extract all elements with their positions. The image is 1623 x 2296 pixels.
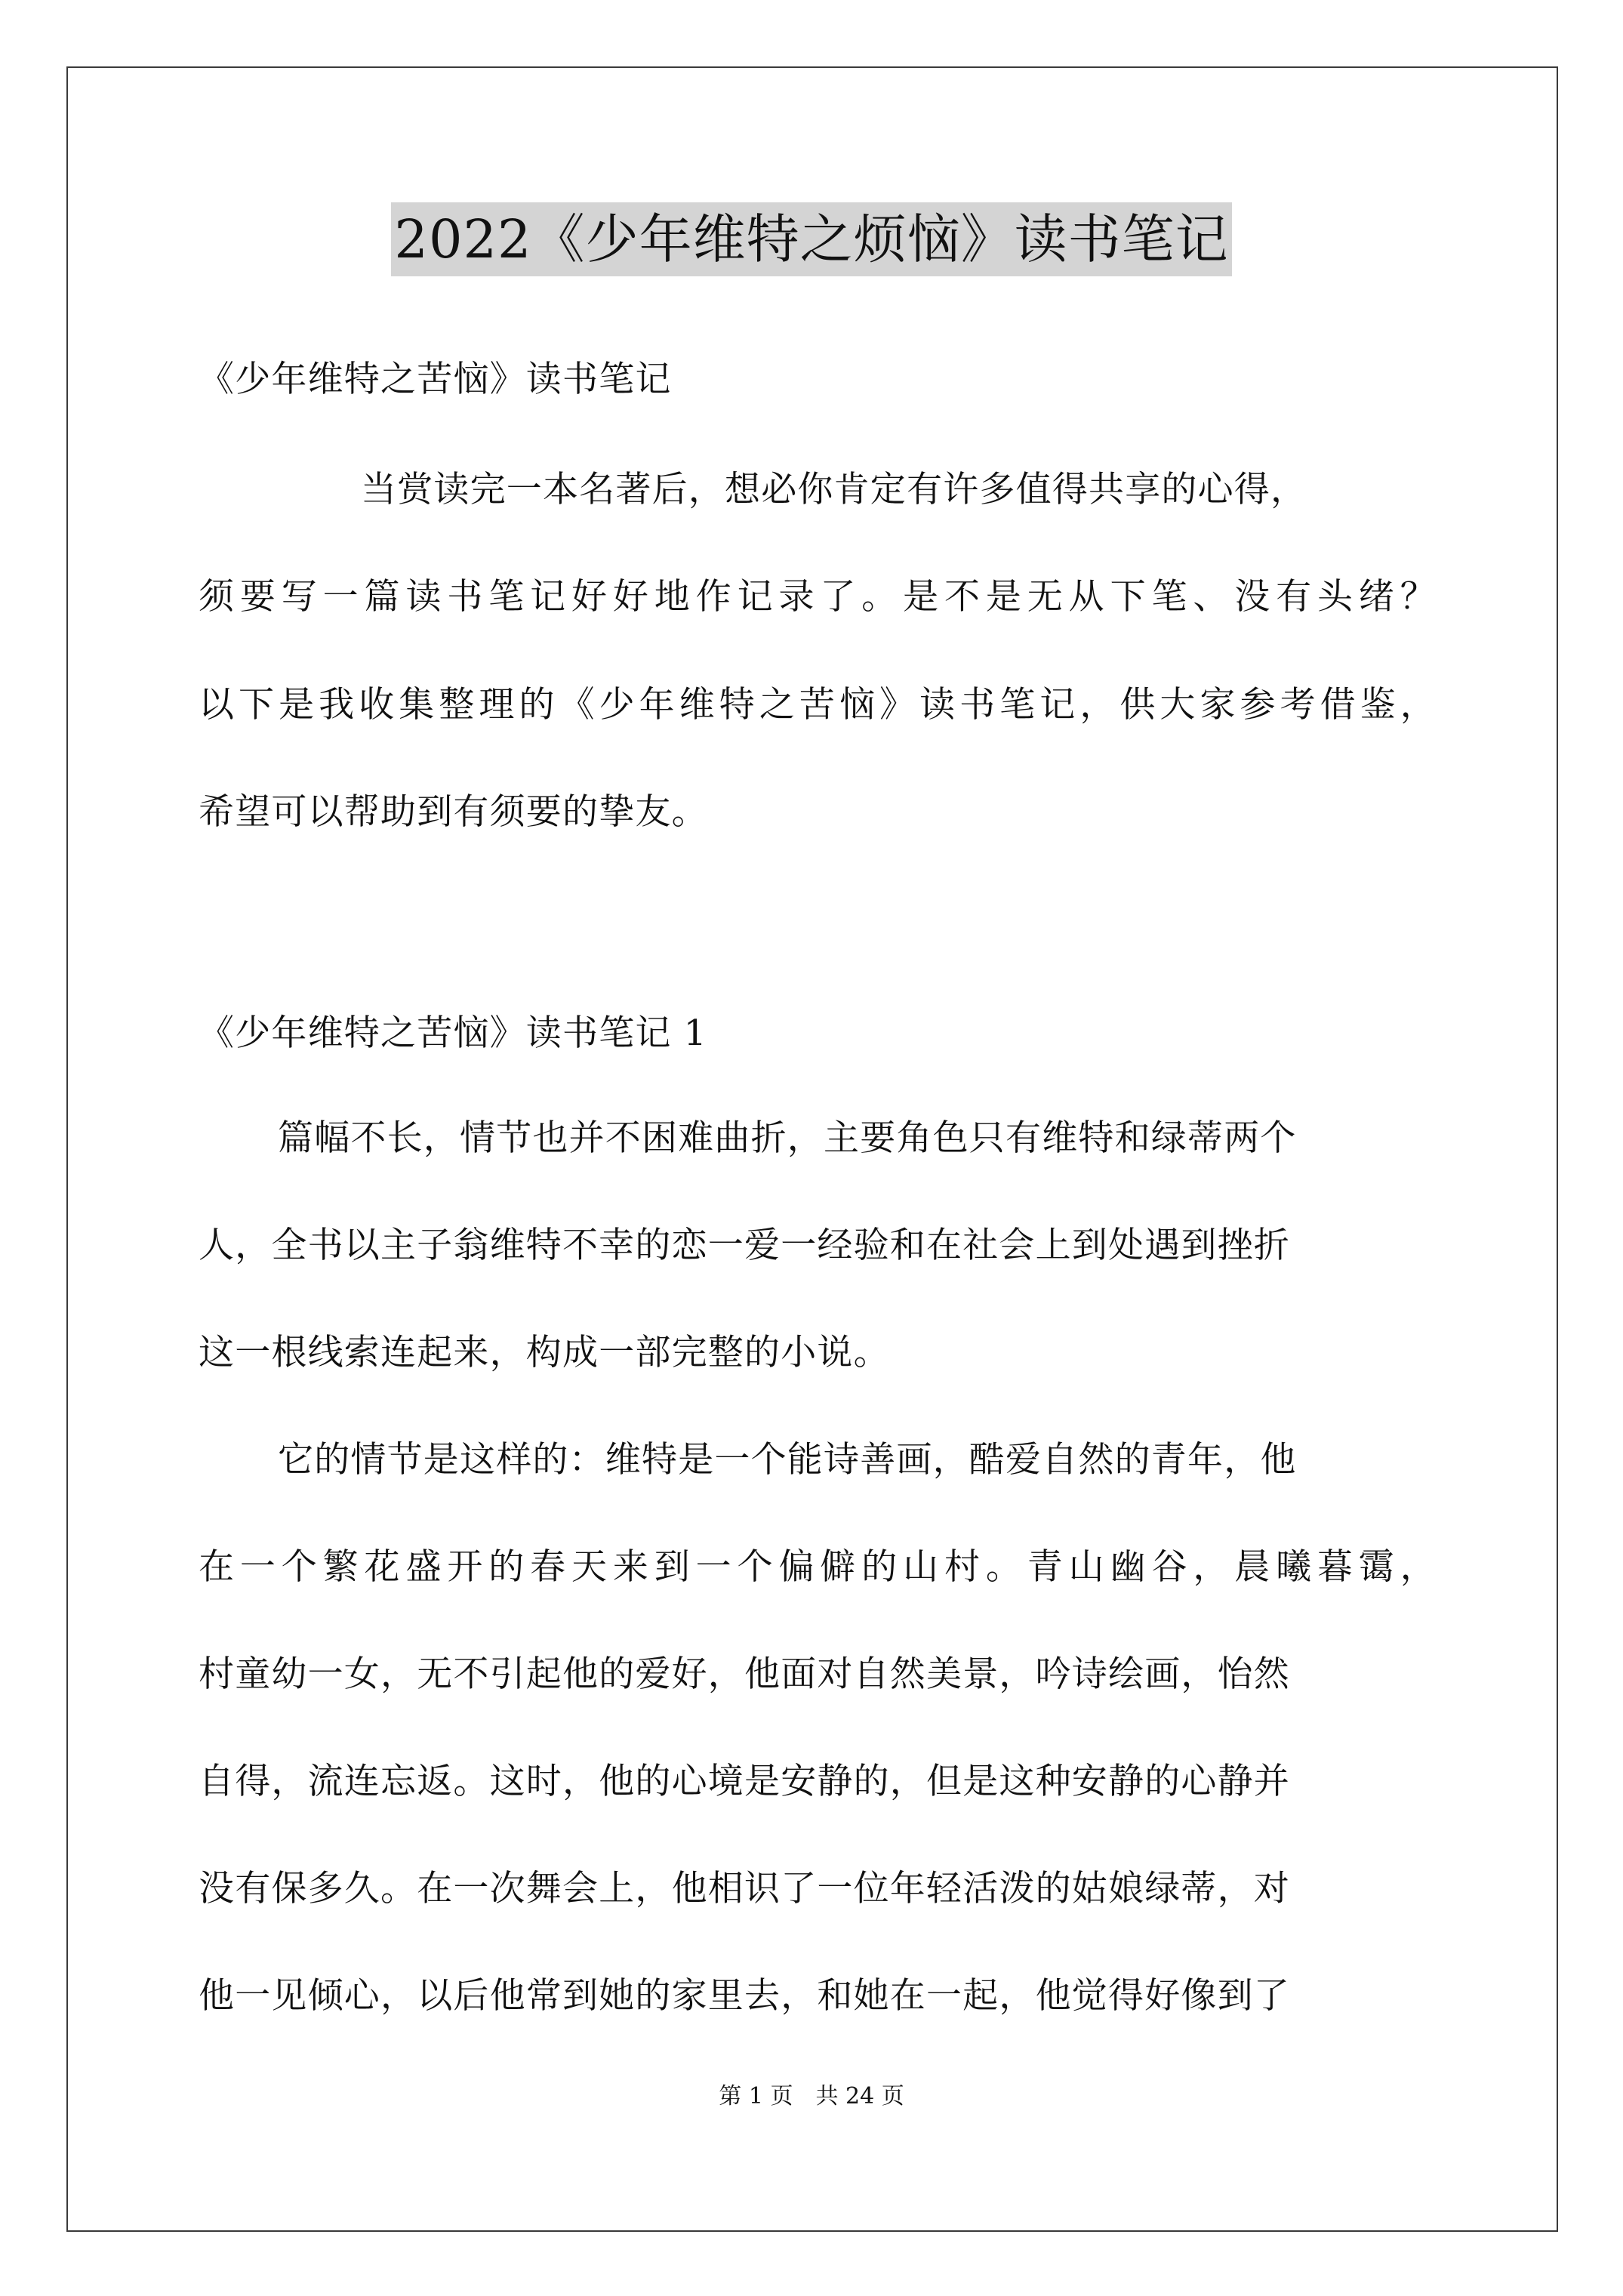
document-title: 2022《少年维特之烦恼》读书笔记 — [391, 202, 1231, 276]
section-heading: 《少年维特之苦恼》读书笔记 1 — [199, 1012, 707, 1054]
paragraph2-line-4: 自得，流连忘返。这时，他的心境是安静的，但是这种安静的心静并 — [199, 1761, 1290, 1802]
paragraph1-line-3: 这一根线索连起来，构成一部完整的小说。 — [199, 1332, 890, 1373]
intro-line-3: 以下是我收集整理的《少年维特之苦恼》读书笔记，供大家参考借鉴， — [199, 684, 1437, 726]
paragraph2-line-5: 没有保多久。在一次舞会上，他相识了一位年轻活泼的姑娘绿蒂，对 — [199, 1868, 1290, 1909]
page-footer: 第 1 页 共 24 页 — [719, 2083, 904, 2110]
intro-line-2: 须要写一篇读书笔记好好地作记录了。是不是无从下笔、没有头绪？ — [199, 576, 1437, 618]
paragraph2-line-6: 他一见倾心，以后他常到她的家里去，和她在一起，他觉得好像到了 — [199, 1975, 1290, 2017]
document-subtitle: 《少年维特之苦恼》读书笔记 — [199, 359, 672, 400]
paragraph2-line-1: 它的情节是这样的：维特是一个能诗善画，酷爱自然的青年，他 — [278, 1439, 1297, 1481]
intro-line-1: 当赏读完一本名著后，想必你肯定有许多值得共享的心得， — [361, 469, 1307, 510]
title-container — [0, 202, 1623, 276]
paragraph1-line-1: 篇幅不长，情节也并不困难曲折，主要角色只有维特和绿蒂两个 — [278, 1117, 1297, 1159]
paragraph2-line-3: 村童幼一女，无不引起他的爱好，他面对自然美景，吟诗绘画，怡然 — [199, 1653, 1290, 1695]
intro-line-4: 希望可以帮助到有须要的挚友。 — [199, 791, 708, 833]
paragraph2-line-2: 在一个繁花盛开的春天来到一个偏僻的山村。青山幽谷，晨曦暮霭， — [199, 1546, 1437, 1588]
paragraph1-line-2: 人，全书以主子翁维特不幸的恋一爱一经验和在社会上到处遇到挫折 — [199, 1225, 1290, 1266]
